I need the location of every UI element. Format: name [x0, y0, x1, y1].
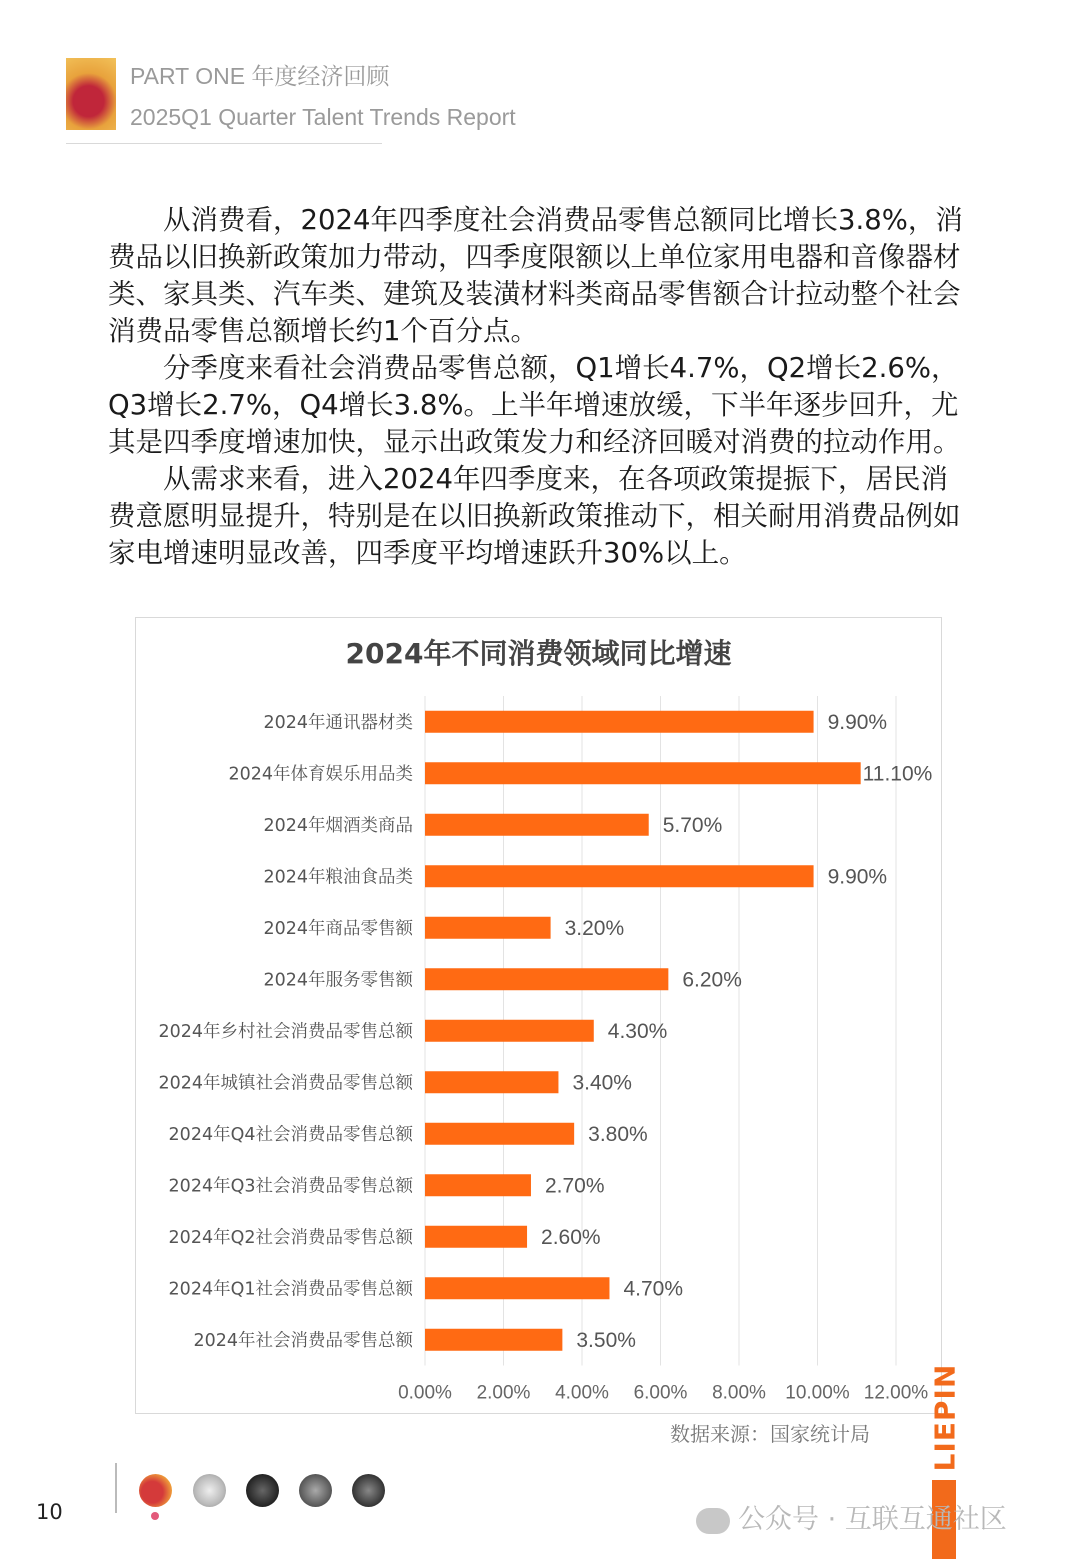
- paragraph-2: 分季度来看社会消费品零售总额，Q1增长4.7%，Q2增长2.6%，Q3增长2.7%，Q4增长3.8%。上半年增速放缓，下半年逐步回升，尤其是四季度增速加快，显示出政策发力和经济回暖对消费的拉动作用。: [108, 352, 961, 458]
- category-label: 2024年服务零售额: [263, 970, 413, 991]
- category-label: 2024年通讯器材类: [263, 712, 413, 733]
- bar-chart: [136, 618, 941, 1413]
- category-label: 2024年Q2社会消费品零售总额: [168, 1227, 413, 1248]
- category-label: 2024年Q1社会消费品零售总额: [168, 1279, 413, 1300]
- data-label: 3.40%: [572, 1071, 632, 1095]
- data-label: 3.80%: [588, 1122, 648, 1146]
- report-subtitle: 2025Q1 Quarter Talent Trends Report: [130, 104, 516, 130]
- data-label: 4.30%: [607, 1019, 668, 1043]
- data-label: 9.90%: [827, 865, 888, 889]
- data-label: 5.70%: [662, 813, 723, 837]
- chart-title: 2024年不同消费领域同比增速: [345, 637, 732, 670]
- nav-thumbnail-2[interactable]: [193, 1474, 226, 1507]
- bar: [425, 1020, 594, 1042]
- category-label: 2024年Q3社会消费品零售总额: [168, 1176, 413, 1197]
- bar: [425, 865, 814, 887]
- category-label: 2024年社会消费品零售总额: [193, 1330, 413, 1351]
- bar: [425, 917, 551, 939]
- category-label: 2024年乡村社会消费品零售总额: [158, 1021, 413, 1042]
- active-page-dot: [151, 1512, 159, 1520]
- data-source: 数据来源：国家统计局: [670, 1422, 870, 1446]
- data-label: 11.10%: [862, 762, 933, 786]
- nav-thumbnail-5[interactable]: [352, 1474, 385, 1507]
- x-tick-label: 2.00%: [476, 1382, 531, 1404]
- data-label: 9.90%: [827, 710, 888, 734]
- nav-thumbnail-1[interactable]: [139, 1474, 172, 1507]
- category-label: 2024年粮油食品类: [263, 867, 413, 888]
- data-label: 2.60%: [541, 1225, 601, 1249]
- category-label: 2024年商品零售额: [263, 918, 413, 939]
- watermark: [696, 1497, 1007, 1536]
- bar: [425, 1277, 609, 1299]
- category-label: 2024年烟酒类商品: [263, 815, 413, 836]
- bar: [425, 711, 814, 733]
- x-tick-label: 10.00%: [785, 1382, 850, 1404]
- data-label: 3.50%: [576, 1328, 636, 1352]
- bar: [425, 1174, 531, 1196]
- data-label: 3.20%: [564, 916, 625, 940]
- bar: [425, 1329, 562, 1351]
- page-number: 10: [36, 1500, 63, 1524]
- bar: [425, 1123, 574, 1145]
- data-label: 2.70%: [544, 1174, 605, 1198]
- x-tick-label: 12.00%: [863, 1382, 929, 1404]
- bar: [425, 814, 649, 836]
- bar: [425, 762, 861, 784]
- x-tick-label: 4.00%: [555, 1382, 609, 1404]
- bar: [425, 968, 668, 990]
- x-tick-label: 6.00%: [633, 1382, 688, 1404]
- x-tick-label: 8.00%: [712, 1382, 766, 1404]
- wechat-icon: [696, 1508, 730, 1534]
- data-label: 6.20%: [682, 968, 742, 992]
- section-thumbnail: [66, 58, 116, 130]
- body-text: [108, 202, 968, 572]
- x-tick-label: 0.00%: [398, 1382, 452, 1404]
- category-label: 2024年Q4社会消费品零售总额: [168, 1124, 413, 1145]
- brand-text: LIEPIN: [928, 1363, 962, 1472]
- category-label: 2024年城镇社会消费品零售总额: [158, 1073, 413, 1094]
- category-label: 2024年体育娱乐用品类: [228, 764, 413, 785]
- paragraph-1: 从消费看，2024年四季度社会消费品零售总额同比增长3.8%，消费品以旧换新政策加力带动，四季度限额以上单位家用电器和音像器材类、家具类、汽车类、建筑及装潢材料类商品零售额合计拉动整个社会消费品零售总额增长约1个百分点。: [108, 204, 963, 347]
- header-divider: [66, 143, 382, 144]
- watermark-text: 公众号 · 互联互通社区: [738, 1504, 1007, 1535]
- bar: [425, 1071, 558, 1093]
- data-label: 4.70%: [623, 1277, 684, 1301]
- section-title: PART ONE 年度经济回顾: [130, 63, 390, 89]
- chart-container: [135, 617, 942, 1414]
- bar: [425, 1226, 527, 1248]
- nav-thumbnail-4[interactable]: [299, 1474, 332, 1507]
- paragraph-3: 从需求来看，进入2024年四季度来，在各项政策提振下，居民消费意愿明显提升，特别是在以旧换新政策推动下，相关耐用消费品例如家电增速明显改善，四季度平均增速跃升30%以上。: [108, 463, 961, 569]
- nav-thumbnail-3[interactable]: [246, 1474, 279, 1507]
- footer-divider: [115, 1463, 117, 1513]
